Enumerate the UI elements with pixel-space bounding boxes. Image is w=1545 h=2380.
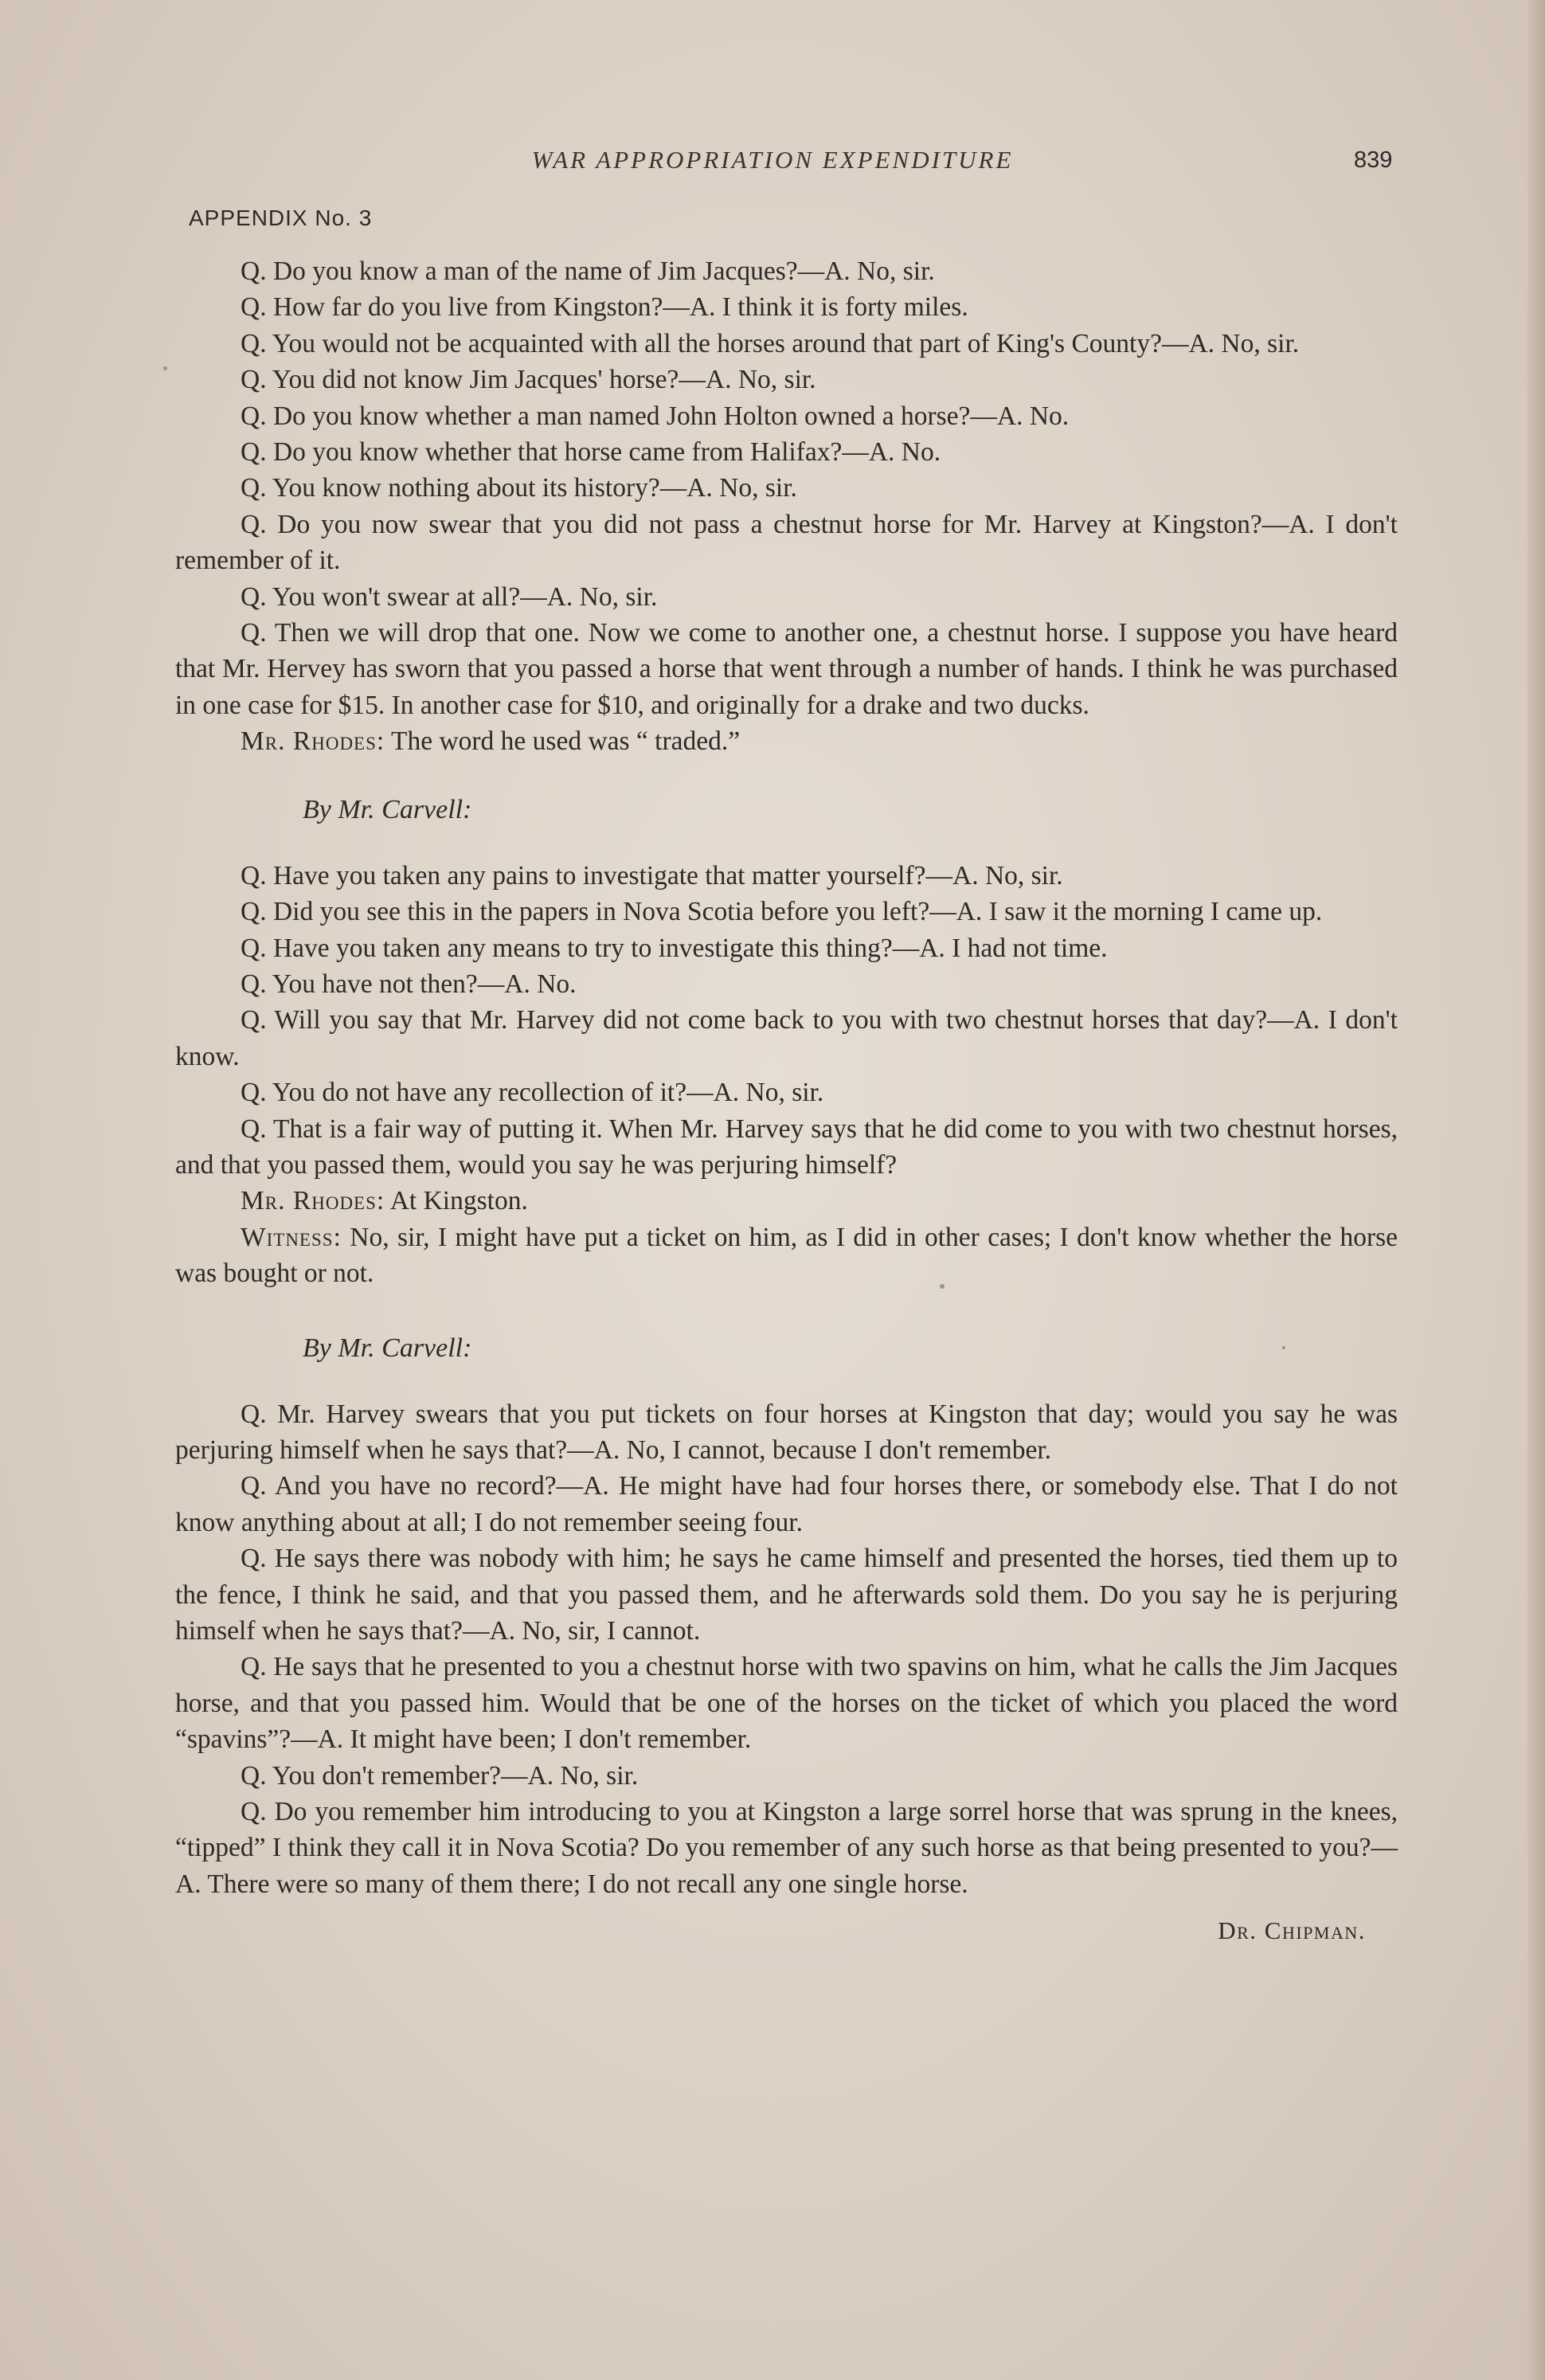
- qa-paragraph: Q. How far do you live from Kingston?—A. I think it is forty miles.: [241, 292, 968, 323]
- qa-paragraph: Q. Do you know a man of the name of Jim Jacques?—A. No, sir.: [241, 256, 935, 286]
- signature-line: [175, 1916, 1366, 1945]
- qa-paragraph: Q. You don't remember?—A. No, sir.: [241, 1760, 639, 1791]
- qa-paragraph: Q. You have not then?—A. No.: [241, 969, 577, 999]
- qa-paragraph: Q. Do you know whether that horse came from Halifax?—A. No.: [241, 437, 941, 468]
- statement-text: The word he used was “ traded.”: [390, 726, 741, 757]
- statement-text: No, sir, I might have put a ticket on him, as I did in other cases; I don't know whether the horse was bought or not.: [175, 1222, 1398, 1289]
- qa-paragraph: Q. Do you now swear that you did not pass a chestnut horse for Mr. Harvey at Kingston?—A. I don't remember of it.: [175, 509, 1398, 576]
- qa-paragraph: Q. He says that he presented to you a chestnut horse with two spavins on him, what he calls the Jim Jacques horse, and that you passed him. Would that be one of the horses on the ticket of which you placed the word “spavins”?—A. It might have been; I don't remember.: [175, 1652, 1398, 1755]
- examiner-byline: By Mr. Carvell:: [303, 1333, 472, 1363]
- qa-paragraph: Q. Have you taken any pains to investigate that matter yourself?—A. No, sir.: [241, 860, 1063, 891]
- speaker-statement: [175, 723, 1398, 759]
- qa-paragraph: Q. Mr. Harvey swears that you put tickets on four horses at Kingston that day; would you say he was perjuring himself when he says that?—A. No, I cannot, because I don't remember.: [175, 1399, 1398, 1465]
- witness-statement: [175, 1219, 1398, 1292]
- speaker-name: Mr. Rhodes:: [241, 1186, 385, 1216]
- qa-paragraph: Q. Then we will drop that one. Now we come to another one, a chestnut horse. I suppose you have heard that Mr. Hervey has sworn that you passed a horse that went through a number of hands. I think he was purchased in one case for $15. In another case for $10, and originally for a drake and two ducks.: [175, 618, 1398, 720]
- qa-paragraph: Q. You did not know Jim Jacques' horse?—A. No, sir.: [241, 365, 816, 395]
- page-number: 839: [1354, 147, 1393, 173]
- examiner-byline: By Mr. Carvell:: [303, 794, 472, 824]
- page-edge-shadow: [1527, 0, 1545, 2380]
- qa-paragraph: Q. Do you remember him introducing to you at Kingston a large sorrel horse that was sprung in the knees, “tipped” I think they call it in Nova Scotia? Do you remember of any such horse as that being presented to you?—A. There were so many of them there; I do not recall any one single horse.: [175, 1797, 1398, 1899]
- paper-speck: [1282, 1346, 1285, 1349]
- paper-speck: [940, 1284, 945, 1289]
- qa-paragraph: Q. You would not be acquainted with all the horses around that part of King's County?—A. No, sir.: [241, 328, 1300, 358]
- qa-paragraph: Q. Did you see this in the papers in Nova Scotia before you left?—A. I saw it the morning I came up.: [241, 897, 1323, 927]
- qa-paragraph: Q. You won't swear at all?—A. No, sir.: [241, 581, 658, 612]
- speaker-name: Mr. Rhodes:: [241, 726, 385, 757]
- appendix-label: APPENDIX No. 3: [189, 206, 373, 230]
- qa-paragraph: Q. You know nothing about its history?—A. No, sir.: [241, 473, 797, 503]
- transcript-body: [175, 253, 1398, 1945]
- qa-paragraph: Q. That is a fair way of putting it. When Mr. Harvey says that he did come to you with two chestnut horses, and that you passed them, would you say he was perjuring himself?: [175, 1114, 1398, 1180]
- paper-speck: [163, 366, 167, 370]
- statement-text: At Kingston.: [389, 1186, 528, 1216]
- speaker-name: Witness:: [241, 1222, 342, 1252]
- qa-paragraph: Q. And you have no record?—A. He might have had four horses there, or somebody else. That I do not know anything about at all; I do not remember seeing four.: [175, 1471, 1398, 1537]
- qa-paragraph: Q. He says there was nobody with him; he says he came himself and presented the horses, tied them up to the fence, I think he said, and that you passed them, and he afterwards sold them. Do you say he is perjuring himself when he says that?—A. No, sir, I cannot.: [175, 1544, 1398, 1646]
- speaker-statement: [175, 1183, 1398, 1219]
- qa-paragraph: Q. Have you taken any means to try to investigate this thing?—A. I had not time.: [241, 933, 1108, 963]
- qa-paragraph: Q. Do you know whether a man named John Holton owned a horse?—A. No.: [241, 401, 1070, 431]
- qa-paragraph: Q. You do not have any recollection of it?—A. No, sir.: [241, 1078, 824, 1108]
- qa-paragraph: Q. Will you say that Mr. Harvey did not come back to you with two chestnut horses that day?—A. I don't know.: [175, 1005, 1398, 1071]
- running-title: WAR APPROPRIATION EXPENDITURE: [531, 146, 1014, 174]
- signature-name: Dr. Chipman.: [1218, 1916, 1366, 1945]
